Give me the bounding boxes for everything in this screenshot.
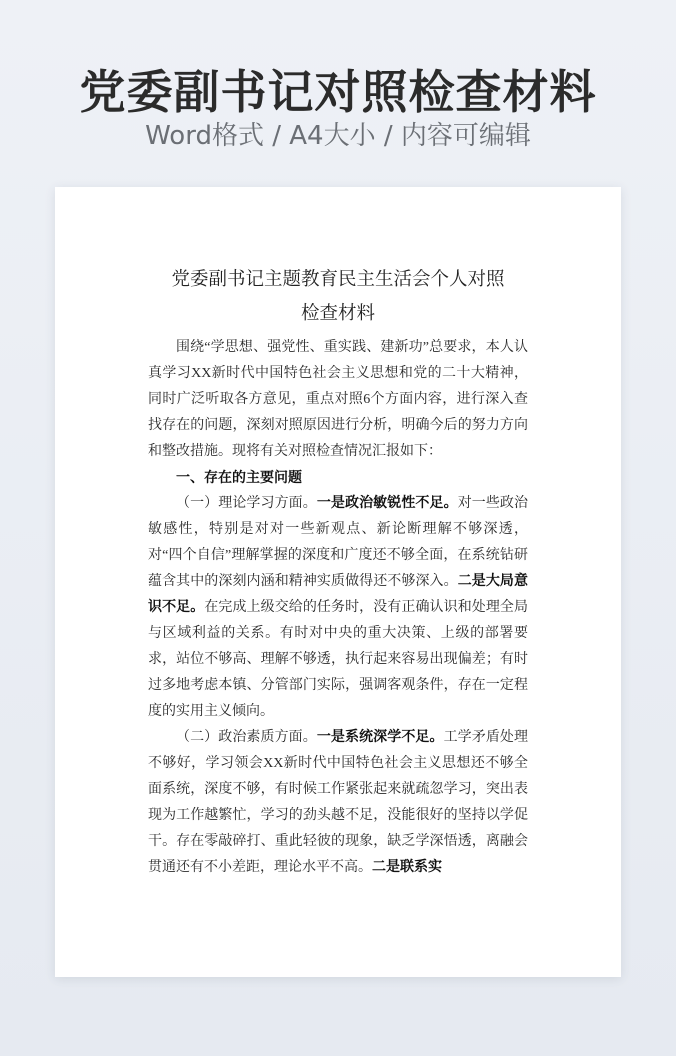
paragraph-theory-study [148, 491, 528, 725]
political-quality-lead: （二）政治素质方面。 [176, 730, 317, 745]
document-title-line-2: 检查材料 [300, 303, 375, 324]
paragraph-political-quality [148, 725, 528, 881]
document-body [148, 263, 528, 881]
theory-study-text-2: 在完成上级交给的任务时，没有正确认识和处理全局与区域利益的关系。有时对中央的重大决策、上级的部署要求，站位不够高、理解不够透，执行起来容易出现偏差；有时过多地考虑本镇、分管部门实际，强调客观条件，存在一定程度的实用主义倾向。 [148, 600, 529, 719]
political-quality-point-1: 一是系统深学不足。 [316, 730, 444, 745]
theory-study-point-2: 二是大局意识不足。 [148, 574, 529, 615]
political-quality-point-2: 二是联系实 [372, 860, 442, 875]
document-page [55, 187, 621, 977]
banner-subtitle: Word格式 / A4大小 / 内容可编辑 [145, 121, 531, 151]
theory-study-lead: （一）理论学习方面。 [176, 496, 317, 511]
section-heading-problems: 一、存在的主要问题 [176, 470, 302, 486]
theory-study-point-1: 一是政治敏锐性不足。 [316, 496, 458, 511]
document-title [148, 263, 528, 331]
document-title-line-1: 党委副书记主题教育民主生活会个人对照 [171, 269, 505, 290]
theory-study-text-1: 对一些政治敏感性，特别是对对一些新观点、新论断理解不够深透，对“四个自信”理解掌握的深度和广度还不够全面，在系统钻研蕴含其中的深刻内涵和精神实质做得还不够深入。 [148, 496, 529, 589]
political-quality-text-1: 工学矛盾处理不够好，学习领会XX新时代中国特色社会主义思想还不够全面系统，深度不够，有时候工作紧张起来就疏忽学习，突出表现为工作越繁忙，学习的劲头越不足，没能很好的坚持以学促干。存在零敲碎打、重此轻彼的现象，缺乏学深悟透，离融会贯通还有不小差距，理论水平不高。 [148, 730, 529, 875]
banner-title: 党委副书记对照检查材料 [79, 65, 597, 119]
intro-paragraph: 围绕“学思想、强党性、重实践、建新功”总要求，本人认真学习XX新时代中国特色社会主义思想和党的二十大精神，同时广泛听取各方意见，重点对照6个方面内容，进行深入查找存在的问题，深刻对照原因进行分析，明确今后的努力方向和整改措施。现将有关对照检查情况汇报如下： [148, 340, 528, 459]
